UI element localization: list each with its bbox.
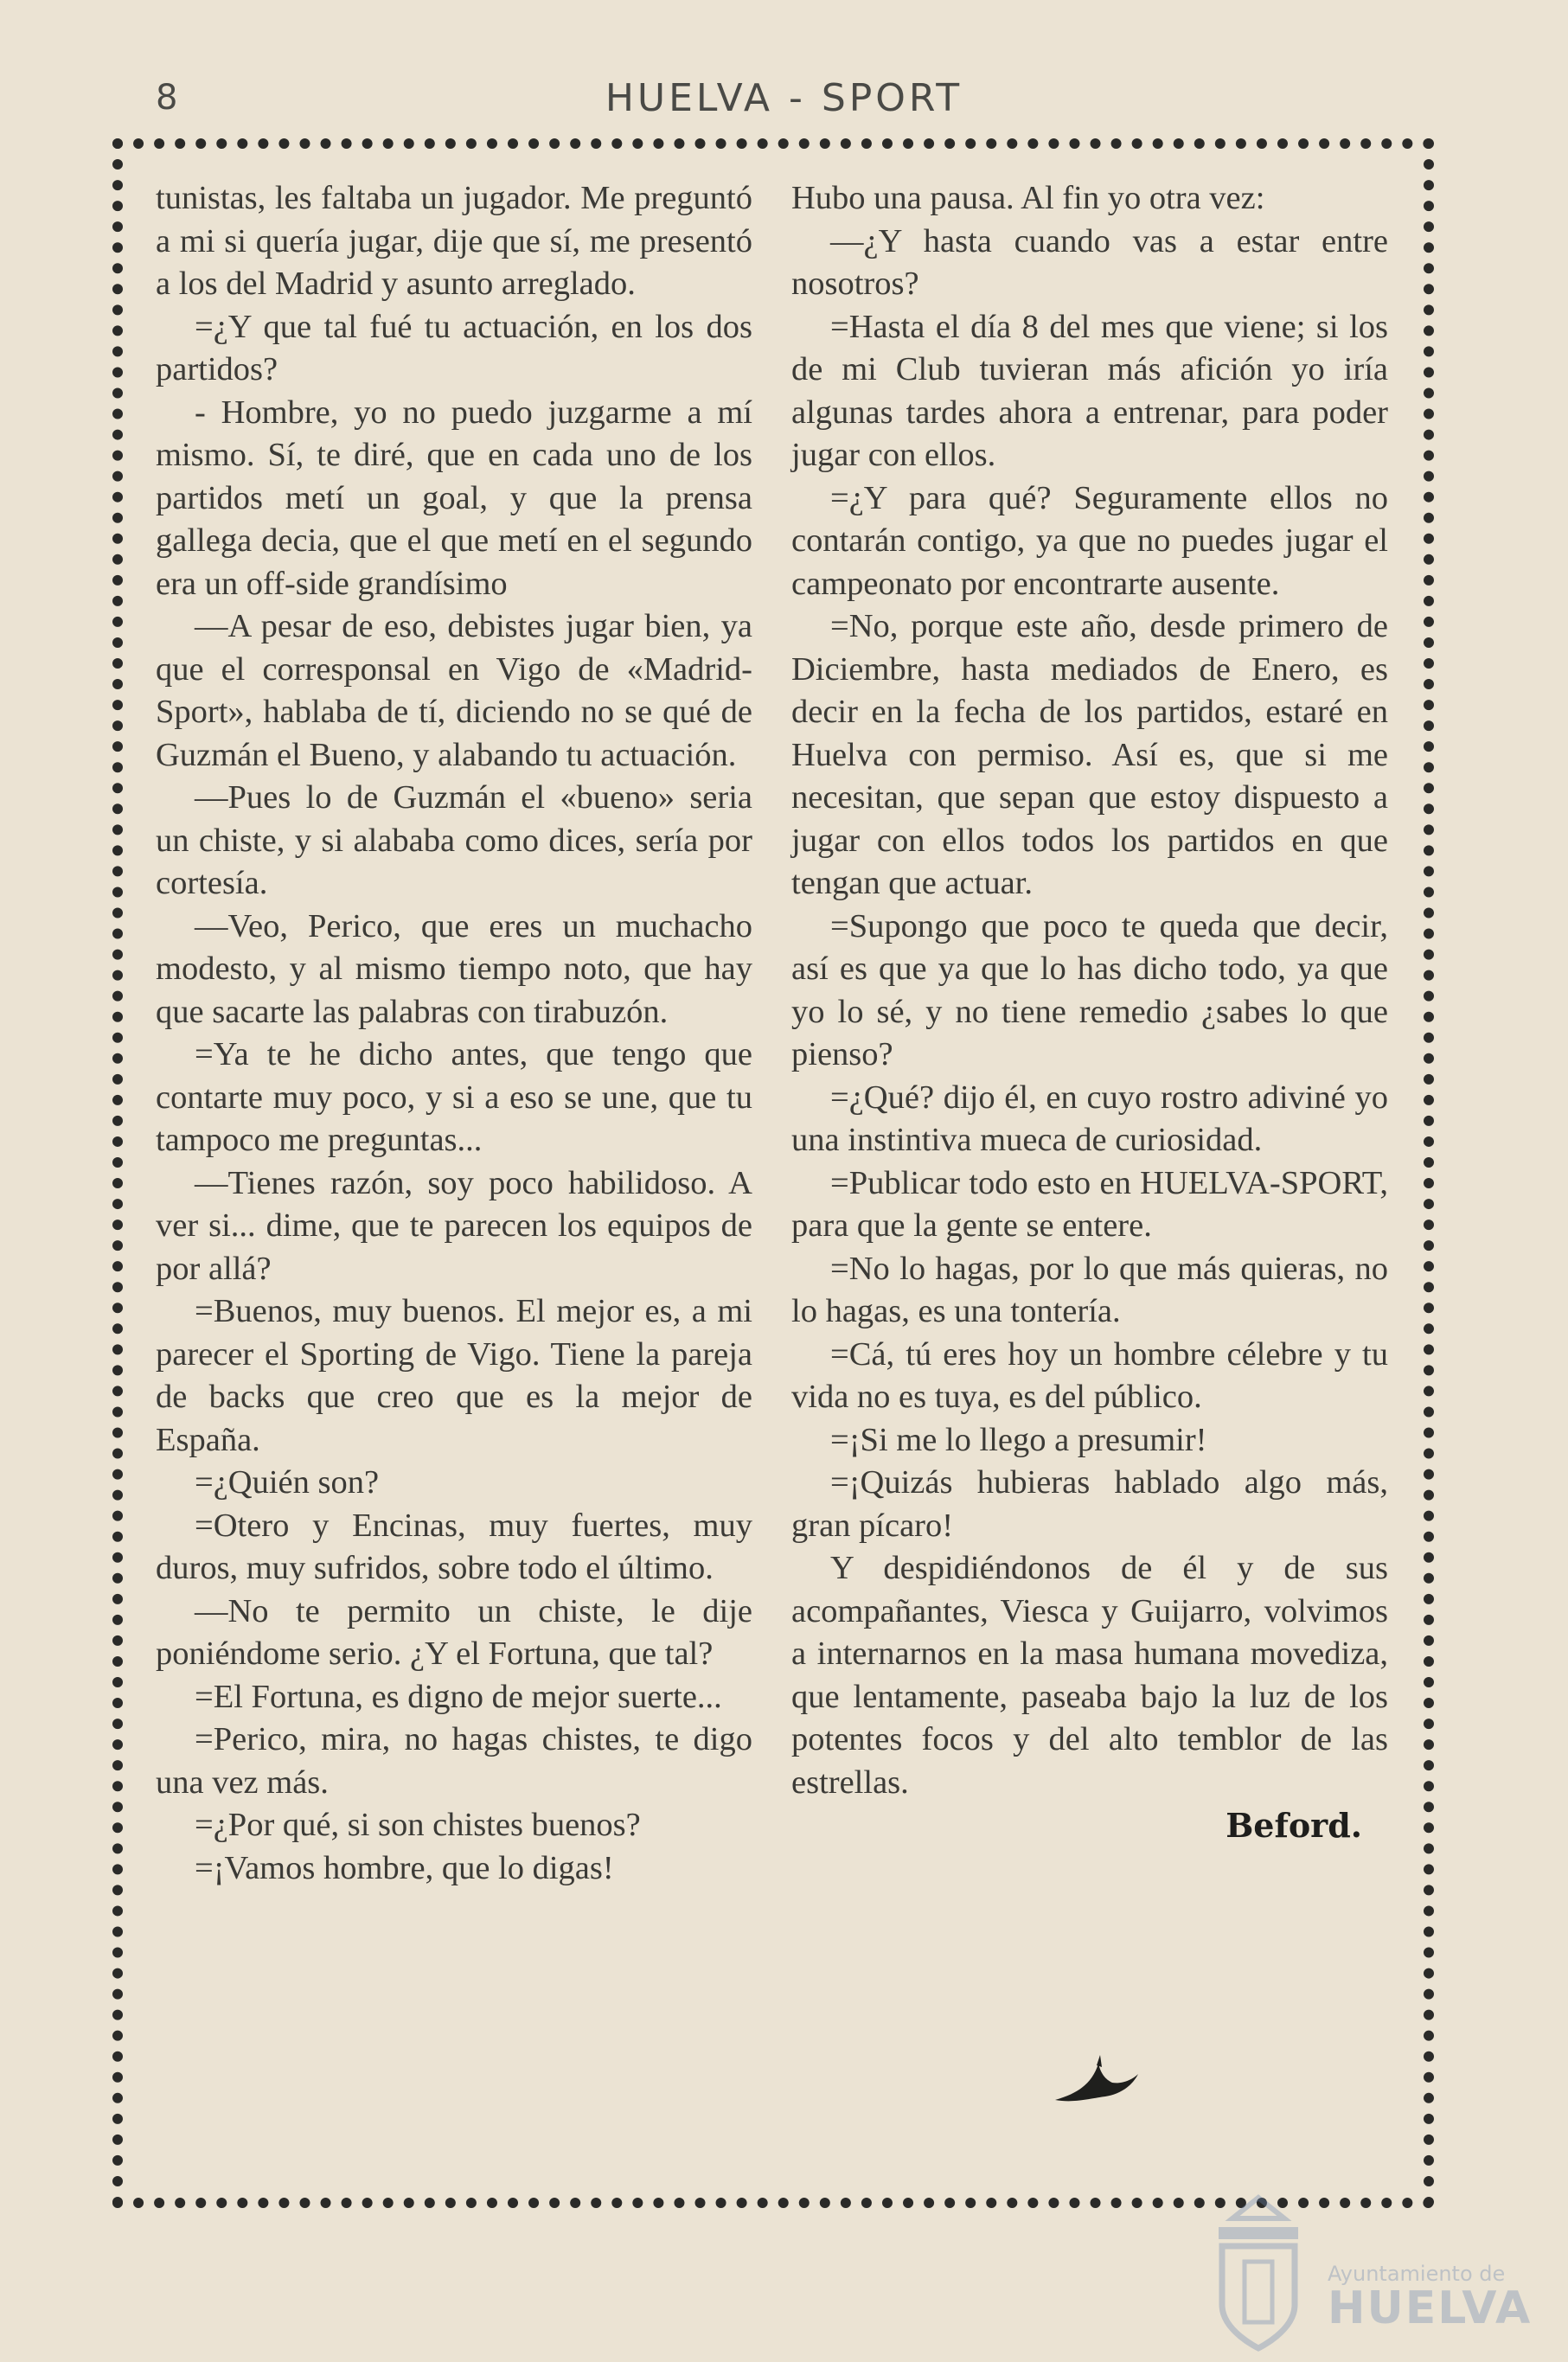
paragraph: =Publicar todo esto en HUELVA-SPORT, para que la gente se entere. — [791, 1164, 1388, 1244]
paragraph: Hubo una pausa. Al fin yo otra vez: — [791, 180, 1265, 216]
paragraph: =No, porque este año, desde primero de Diciembre, hasta mediados de Enero, es decir en la fecha de los partidos, estaré en Huelva con permiso. Así es, que si me necesitan, que sepan que estoy dispuesto a jugar con ellos todos los partidos en que tengan que actuar. — [791, 608, 1388, 901]
page-title: HUELVA - SPORT — [605, 76, 963, 120]
paragraph: =Ya te he dicho antes, que tengo que contarte muy poco, y si a eso se une, que tu tampoco me preguntas... — [156, 1036, 752, 1158]
paragraph: =¡Quizás hubieras hablado algo más, gran pícaro! — [791, 1464, 1388, 1544]
page-number: 8 — [156, 78, 178, 118]
watermark-line1: Ayuntamiento de — [1328, 2262, 1506, 2286]
page-header — [0, 69, 1568, 130]
paragraph: —Pues lo de Guzmán el «bueno» seria un chiste, y si alababa como dices, sería por cortesía. — [156, 779, 752, 901]
paragraph: =¡Si me lo llego a presumir! — [830, 1421, 1207, 1458]
paragraph: =Cá, tú eres hoy un hombre célebre y tu vida no es tuya, es del público. — [791, 1335, 1388, 1415]
paragraph: —Tienes razón, soy poco habilidoso. A ver si... dime, que te parecen los equipos de por allá? — [156, 1164, 752, 1287]
left-column — [156, 177, 752, 1890]
paragraph: =¿Y que tal fué tu actuación, en los dos partidos? — [156, 308, 752, 387]
paragraph: —No te permito un chiste, le dije poniéndome serio. ¿Y el Fortuna, que tal? — [156, 1592, 752, 1672]
paragraph: —¿Y hasta cuando vas a estar entre nosotros? — [791, 222, 1388, 302]
paragraph: —A pesar de eso, debistes jugar bien, ya que el corresponsal en Vigo de «Madrid-Sport», hablaba de tí, diciendo no se qué de Guzmán el Bueno, y alabando tu actuación. — [156, 608, 752, 773]
author-signature: Beford. — [1226, 1806, 1362, 1845]
paragraph: =Otero y Encinas, muy fuertes, muy duros, muy sufridos, sobre todo el último. — [156, 1507, 752, 1586]
watermark — [1206, 2192, 1568, 2362]
paragraph: Y despidiéndonos de él y de sus acompañantes, Viesca y Guijarro, volvimos a internarnos en la masa humana movediza, que lentamente, paseaba bajo la luz de los potentes focos y del alto temblor de las estrellas. — [791, 1550, 1388, 1801]
bird-ornament-icon — [1053, 2048, 1140, 2117]
paragraph: =¡Vamos hombre, que lo digas! — [195, 1849, 614, 1886]
paragraph: tunistas, les faltaba un jugador. Me preguntó a mi si quería jugar, dije que sí, me presentó a los del Madrid y asunto arreglado. — [156, 180, 752, 302]
paragraph: =Buenos, muy buenos. El mejor es, a mi parecer el Sporting de Vigo. Tiene la pareja de backs que creo que es la mejor de España. — [156, 1293, 752, 1458]
paragraph: =Perico, mira, no hagas chistes, te digo una vez más. — [156, 1721, 752, 1801]
paragraph: —Veo, Perico, que eres un muchacho modesto, y al mismo tiempo noto, que hay que sacarte las palabras con tirabuzón. — [156, 907, 752, 1030]
coat-of-arms-icon — [1206, 2192, 1310, 2357]
paragraph: =No lo hagas, por lo que más quieras, no lo hagas, es una tontería. — [791, 1250, 1388, 1329]
paragraph: =¿Por qué, si son chistes buenos? — [195, 1807, 641, 1843]
paragraph: =El Fortuna, es digno de mejor suerte... — [195, 1678, 722, 1715]
watermark-line2: HUELVA — [1328, 2282, 1533, 2334]
paragraph: =¿Quién son? — [195, 1464, 380, 1501]
paragraph: =¿Qué? dijo él, en cuyo rostro adiviné yo una instintiva mueca de curiosidad. — [791, 1079, 1388, 1158]
paragraph: =Hasta el día 8 del mes que viene; si los de mi Club tuvieran más afición yo iría algunas tardes ahora a entrenar, para poder jugar con ellos. — [791, 308, 1388, 473]
right-column — [791, 177, 1388, 1847]
paragraph: =Supongo que poco te queda que decir, así es que ya que lo has dicho todo, ya que yo lo sé, y no tiene remedio ¿sabes lo que pienso? — [791, 907, 1388, 1072]
paragraph: =¿Y para qué? Seguramente ellos no contarán contigo, ya que no puedes jugar el campeonato por encontrarte ausente. — [791, 479, 1388, 602]
paragraph: - Hombre, yo no puedo juzgarme a mí mismo. Sí, te diré, que en cada uno de los partidos metí un goal, y que la prensa gallega decia, que el que metí en el segundo era un off-side grandísimo — [156, 394, 752, 602]
